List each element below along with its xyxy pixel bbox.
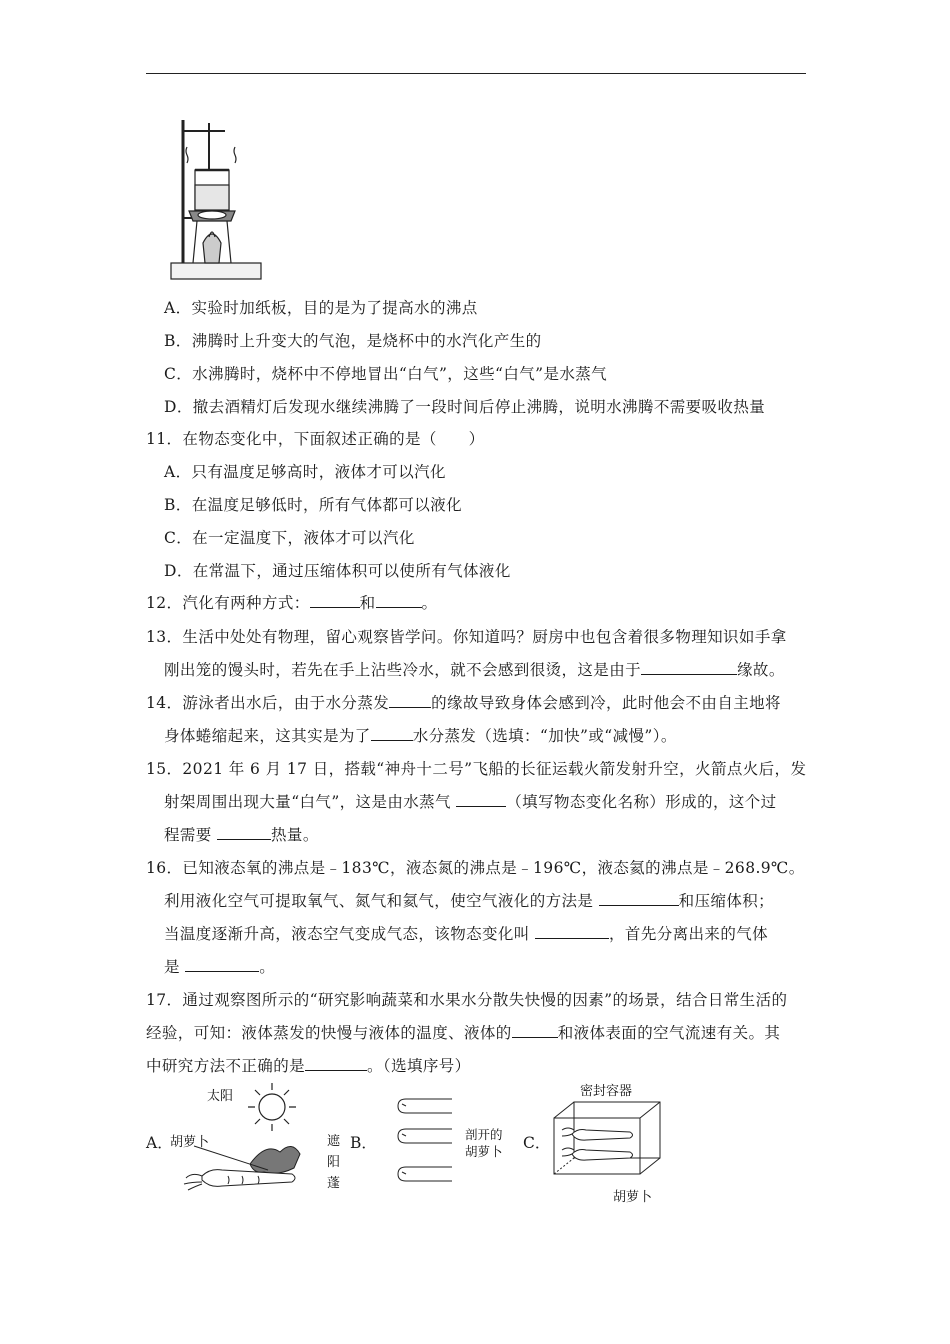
answer-blank[interactable]: [535, 924, 609, 939]
carrot-label: 胡萝卜: [170, 1135, 210, 1150]
question-16-line-3: 当温度逐渐升高，液态空气变成气态，该物态变化叫 ，首先分离出来的气体: [164, 925, 769, 943]
sealed-container-icon: [548, 1098, 668, 1182]
boiling-apparatus-icon: [165, 115, 265, 287]
cut-carrot-icon: [392, 1094, 456, 1186]
header-rule: [146, 73, 806, 74]
answer-blank[interactable]: [310, 593, 360, 608]
answer-blank[interactable]: [217, 825, 271, 840]
question-15-line-2: 射架周围出现大量“白气”，这是由水蒸气 （填写物态变化名称）形成的，这个过: [164, 793, 777, 811]
question-17-line-1: 17．通过观察图所示的“研究影响蔬菜和水果水分散失快慢的因素”的场景，结合日常生活的: [146, 991, 788, 1009]
question-15-line-3: 程需要 热量。: [164, 826, 319, 844]
answer-blank[interactable]: [512, 1023, 558, 1038]
answer-blank[interactable]: [185, 957, 259, 972]
figure-c-label: C．: [523, 1134, 551, 1152]
carrot-icon: [178, 1134, 328, 1198]
option-b: B．在温度足够低时，所有气体都可以液化: [164, 496, 462, 514]
option-d: D．撤去酒精灯后发现水继续沸腾了一段时间后停止沸腾，说明水沸腾不需要吸收热量: [164, 398, 766, 416]
question-17-line-2: 经验，可知：液体蒸发的快慢与液体的温度、液体的 和液体表面的空气流速有关。其: [146, 1024, 781, 1042]
question-16-line-1: 16．已知液态氧的沸点是﹣183℃，液态氮的沸点是﹣196℃，液态氦的沸点是﹣268.9℃。: [146, 859, 805, 877]
answer-blank[interactable]: [389, 693, 431, 708]
question-17-line-3: 中研究方法不正确的是 。（选填序号）: [146, 1057, 471, 1075]
answer-blank[interactable]: [641, 660, 737, 675]
container-label: 密封容器: [580, 1084, 633, 1099]
option-c: C．在一定温度下，液体才可以汽化: [164, 529, 415, 547]
sun-icon: [245, 1080, 299, 1134]
option-b: B．沸腾时上升变大的气泡，是烧杯中的水汽化产生的: [164, 332, 542, 350]
question-13-line-1: 13．生活中处处有物理，留心观察皆学问。你知道吗？厨房中也包含着很多物理知识如手拿: [146, 628, 787, 646]
question-11-stem: 11．在物态变化中，下面叙述正确的是（ ）: [146, 430, 485, 448]
answer-blank[interactable]: [599, 891, 679, 906]
cut-carrot-label: 剖开的 胡萝卜: [465, 1127, 503, 1159]
option-a: A．实验时加纸板，目的是为了提高水的沸点: [164, 299, 478, 317]
answer-blank[interactable]: [305, 1056, 367, 1071]
option-d: D．在常温下，通过压缩体积可以使所有气体液化: [164, 562, 511, 580]
question-14-line-1: 14．游泳者出水后，由于水分蒸发 的缘故导致身体会感到冷，此时他会不由自主地将: [146, 694, 781, 712]
carrot-label: 胡萝卜: [613, 1190, 653, 1205]
question-16-line-4: 是 。: [164, 958, 276, 976]
option-a: A．只有温度足够高时，液体才可以汽化: [164, 463, 446, 481]
sun-label: 太阳: [207, 1089, 234, 1104]
figure-b-label: B．: [350, 1134, 377, 1152]
question-16-line-2: 利用液化空气可提取氧气、氮气和氦气，使空气液化的方法是 和压缩体积；: [164, 892, 775, 910]
question-13-line-2: 刚出笼的馒头时，若先在手上沾些冷水，就不会感到很烫，这是由于 缘故。: [164, 661, 785, 679]
answer-blank[interactable]: [371, 726, 413, 741]
option-c: C．水沸腾时，烧杯中不停地冒出“白气”，这些“白气”是水蒸气: [164, 365, 608, 383]
answer-blank[interactable]: [376, 593, 422, 608]
question-14-line-2: 身体蜷缩起来，这其实是为了 水分蒸发（选填：“加快”或“减慢”）。: [164, 727, 677, 745]
question-12: 12．汽化有两种方式： 和 。: [146, 594, 438, 612]
shade-label: 遮 阳 蓬: [327, 1134, 341, 1191]
answer-blank[interactable]: [456, 792, 506, 807]
figure-a-label: A．: [146, 1134, 173, 1152]
question-15-line-1: 15．2021 年 6 月 17 日，搭载“神舟十二号”飞船的长征运载火箭发射升空，火箭点火后，发: [146, 760, 807, 778]
